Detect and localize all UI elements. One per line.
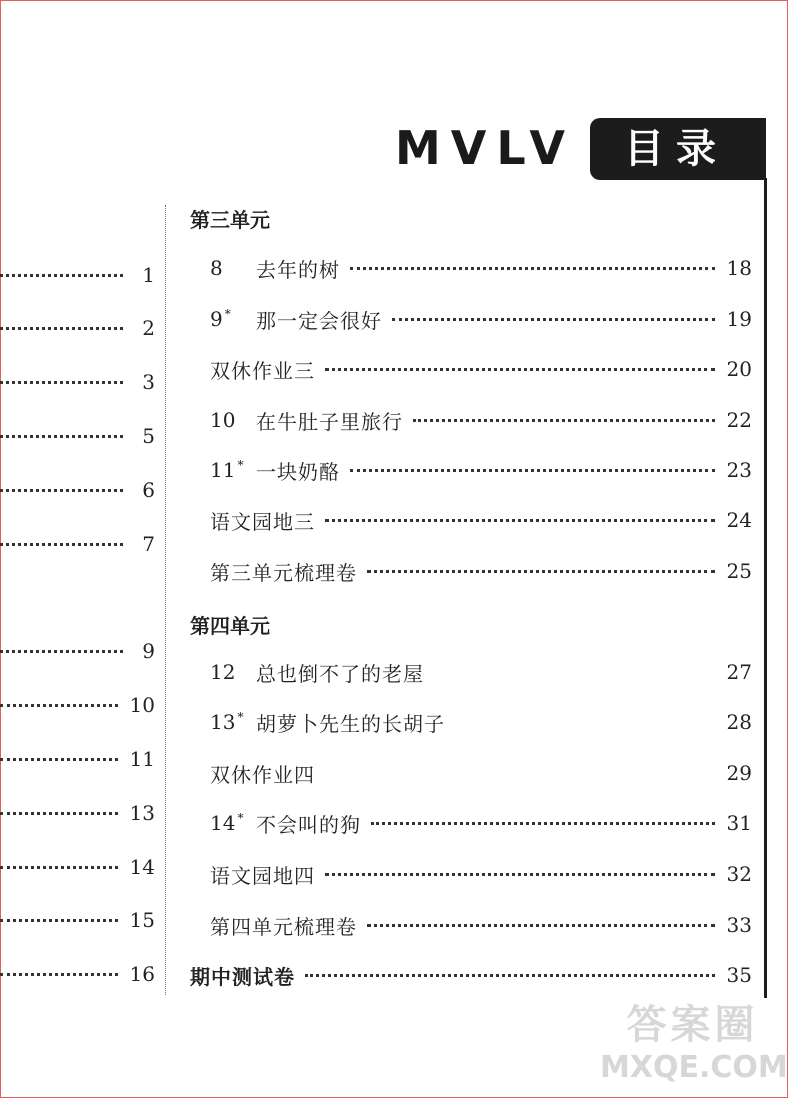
page-number: 14 [129,855,155,879]
dot-leader [371,822,715,825]
dot-leader [305,974,715,977]
lesson-title: 胡萝卜先生的长胡子 [256,711,445,736]
page-number: 13 [129,801,155,825]
dot-leader [325,873,715,876]
lesson-number: 14 * [210,811,244,835]
lesson-title: 第三单元梳理卷 [210,560,357,585]
page-title: 目录 [590,118,766,180]
left-row[interactable] [0,260,155,290]
lesson-number: 11 * [210,458,244,482]
page-number: 10 [129,693,155,717]
lesson-title: 去年的树 [256,257,340,282]
lesson-title: 第四单元梳理卷 [210,914,357,939]
toc-entry[interactable] [210,705,752,739]
column-divider [165,205,166,995]
left-row[interactable] [0,313,155,343]
dot-leader [350,469,715,472]
page-number: 1 [142,263,155,287]
decorative-rail [764,178,767,998]
page-number: 19 [726,307,752,331]
lesson-title: 语文园地四 [210,863,315,888]
lesson-title: 总也倒不了的老屋 [256,661,424,686]
lesson-number: 8 [210,256,223,280]
page-number: 15 [129,908,155,932]
watermark-url: MXQE.COM [600,1050,788,1085]
page-number: 20 [726,357,752,381]
section-heading-unit3: 第三单元 [190,208,270,232]
toc-entry-midterm[interactable] [190,958,752,992]
midterm-title: 期中测试卷 [190,964,295,989]
dot-leader [325,519,715,522]
lesson-number: 9 * [210,307,231,331]
left-row[interactable] [0,959,155,989]
left-row[interactable] [0,798,155,828]
left-row[interactable] [0,367,155,397]
toc-entry[interactable] [210,352,752,386]
watermark [600,1002,788,1096]
left-row[interactable] [0,421,155,451]
lesson-title: 双休作业四 [210,762,315,787]
page-number: 22 [726,408,752,432]
dot-leader [413,419,715,422]
page-number: 3 [142,370,155,394]
page-number: 29 [726,761,752,785]
toc-entry[interactable] [210,302,752,336]
lesson-number: 10 [210,408,236,432]
lesson-title: 那一定会很好 [256,308,382,333]
brand-logo: MVLV [395,121,575,175]
dot-leader [325,368,715,371]
page-number: 31 [726,811,752,835]
page-number: 23 [726,458,752,482]
toc-entry[interactable] [210,908,752,942]
page-number: 5 [142,424,155,448]
page-number: 27 [726,660,752,684]
dot-leader [434,671,715,674]
lesson-title: 语文园地三 [210,509,315,534]
toc-entry[interactable] [210,251,752,285]
page-number: 28 [726,710,752,734]
page-number: 6 [142,478,155,502]
toc-entry[interactable] [210,655,752,689]
watermark-text: 答案圈 [626,1002,759,1048]
toc-entry[interactable] [210,453,752,487]
toc-entry[interactable] [210,503,752,537]
page-number: 24 [726,508,752,532]
page-number: 25 [726,559,752,583]
page-number: 33 [726,913,752,937]
lesson-number: 12 [210,660,236,684]
section-heading-unit4: 第四单元 [190,614,270,638]
page-number: 11 [129,747,155,771]
left-row[interactable] [0,636,155,666]
page-number: 32 [726,862,752,886]
dot-leader [325,772,715,775]
lesson-title: 在牛肚子里旅行 [256,409,403,434]
page-number: 35 [726,963,752,987]
toc-entry[interactable] [210,403,752,437]
left-row[interactable] [0,852,155,882]
page-number: 18 [726,256,752,280]
page-number: 2 [142,316,155,340]
left-row[interactable] [0,529,155,559]
page-number: 9 [142,639,155,663]
lesson-title: 双休作业三 [210,358,315,383]
toc-entry[interactable] [210,806,752,840]
page-number: 7 [142,532,155,556]
left-row[interactable] [0,690,155,720]
toc-entry[interactable] [210,857,752,891]
lesson-title: 一块奶酪 [256,459,340,484]
dot-leader [455,721,715,724]
lesson-number: 13 * [210,710,244,734]
left-row[interactable] [0,744,155,774]
toc-entry[interactable] [210,554,752,588]
dot-leader [350,267,715,270]
lesson-title: 不会叫的狗 [256,812,361,837]
dot-leader [392,318,715,321]
left-row[interactable] [0,905,155,935]
toc-entry[interactable] [210,756,752,790]
dot-leader [367,924,715,927]
page-number: 16 [129,962,155,986]
left-row[interactable] [0,475,155,505]
dot-leader [367,570,715,573]
